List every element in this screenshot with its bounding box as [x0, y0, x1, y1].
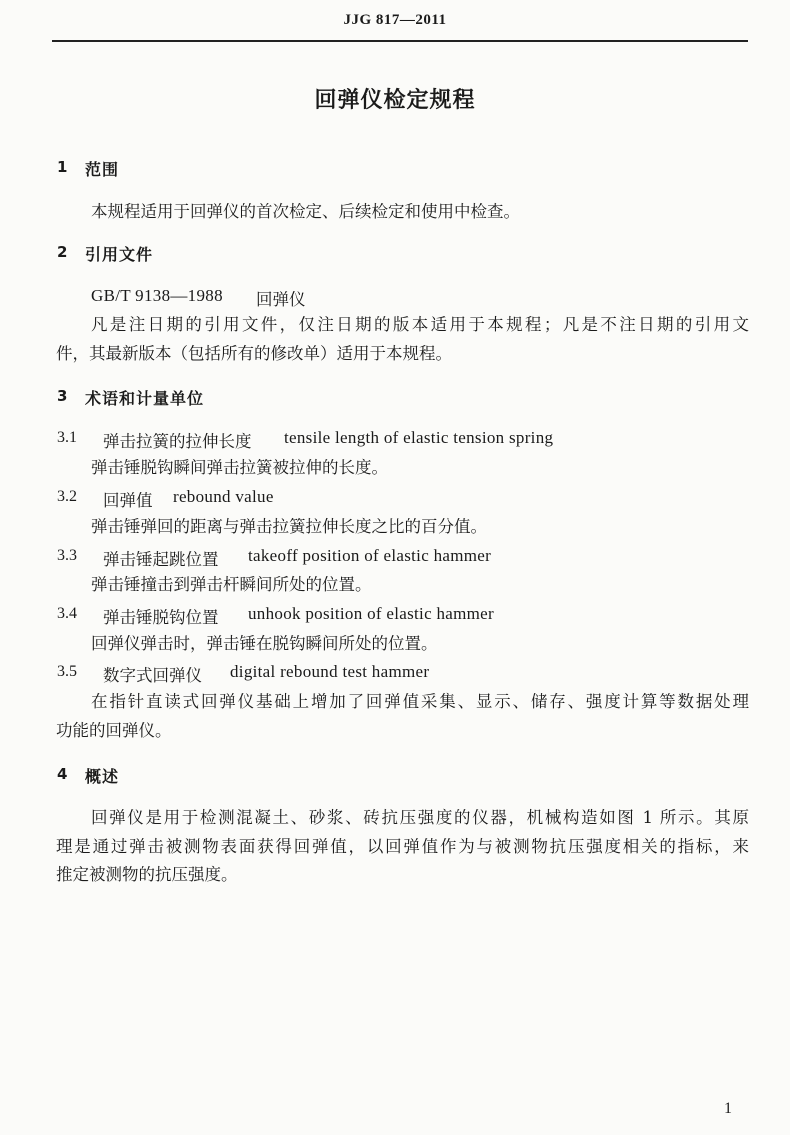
section-2-paragraph-line-1: 凡是注日期的引用文件，仅注日期的版本适用于本规程；凡是不注日期的引用文: [91, 315, 749, 334]
term-english: digital rebound test hammer: [230, 662, 430, 681]
term-definition: 弹击锤弹回的距离与弹击拉簧拉伸长度之比的百分值。: [91, 517, 487, 536]
term-chinese: 弹击锤脱钩位置: [103, 608, 219, 627]
term-definition: 弹击锤脱钩瞬间弹击拉簧被拉伸的长度。: [91, 458, 388, 477]
section-4-paragraph-line-3: 推定被测物的抗压强度。: [56, 865, 238, 884]
term-english: tensile length of elastic tension spring: [284, 428, 554, 447]
term-english: rebound value: [173, 487, 274, 506]
section-4-paragraph-line-1: 回弹仪是用于检测混凝土、砂浆、砖抗压强度的仪器，机械构造如图 1 所示。其原: [91, 808, 749, 827]
term-definition: 弹击锤撞击到弹击杆瞬间所处的位置。: [91, 575, 372, 594]
term-number: 3.2: [57, 488, 77, 505]
section-2-number: 2: [57, 243, 68, 261]
term-english: takeoff position of elastic hammer: [248, 546, 492, 565]
section-1-title: 范围: [85, 160, 120, 179]
section-1-number: 1: [57, 158, 68, 176]
section-4-title: 概述: [85, 767, 120, 786]
document-title: 回弹仪检定规程: [314, 88, 476, 113]
term-number: 3.1: [57, 429, 77, 446]
term-definition-line-1: 在指针直读式回弹仪基础上增加了回弹值采集、显示、储存、强度计算等数据处理: [91, 692, 749, 711]
section-4-number: 4: [57, 765, 68, 783]
section-3-title: 术语和计量单位: [85, 389, 205, 408]
section-1-paragraph: 本规程适用于回弹仪的首次检定、后续检定和使用中检查。: [91, 202, 520, 221]
term-chinese: 弹击拉簧的拉伸长度: [103, 432, 252, 451]
reference-name: 回弹仪: [256, 290, 306, 309]
section-4-paragraph-line-2: 理是通过弹击被测物表面获得回弹值，以回弹值作为与被测物抗压强度相关的指标，来: [56, 837, 749, 856]
header-divider: [52, 40, 748, 42]
term-chinese: 弹击锤起跳位置: [103, 550, 219, 569]
section-2-paragraph-line-2: 件，其最新版本（包括所有的修改单）适用于本规程。: [56, 344, 452, 363]
term-english: unhook position of elastic hammer: [248, 604, 494, 623]
term-definition: 回弹仪弹击时，弹击锤在脱钩瞬间所处的位置。: [91, 634, 438, 653]
term-chinese: 回弹值: [103, 491, 153, 510]
section-2-title: 引用文件: [85, 245, 154, 264]
term-number: 3.5: [57, 663, 77, 680]
page-number: 1: [724, 1100, 732, 1117]
term-number: 3.4: [57, 605, 77, 622]
reference-code: GB/T 9138—1988: [91, 286, 223, 305]
standard-code: JJG 817—2011: [343, 12, 447, 28]
term-chinese: 数字式回弹仪: [103, 666, 202, 685]
section-3-number: 3: [57, 387, 68, 405]
term-number: 3.3: [57, 547, 77, 564]
term-definition-line-2: 功能的回弹仪。: [56, 721, 172, 740]
